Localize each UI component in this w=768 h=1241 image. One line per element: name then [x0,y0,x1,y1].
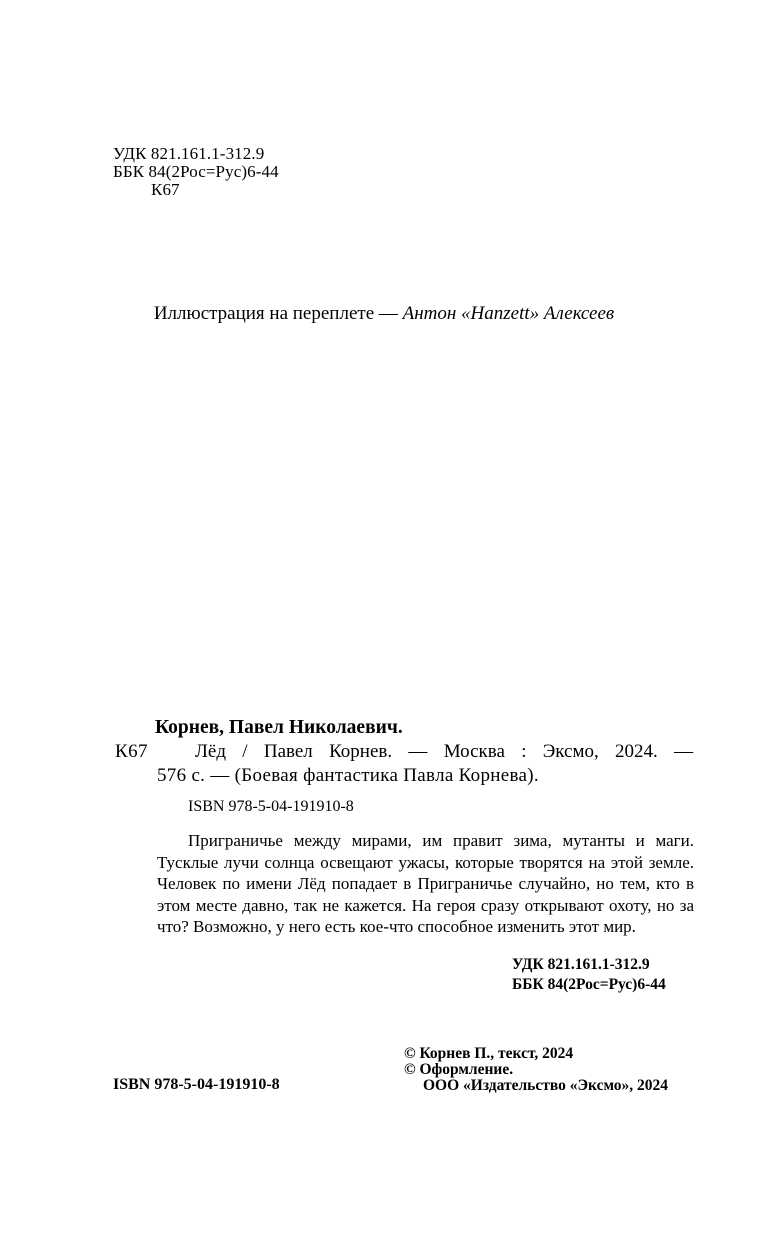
illustration-credit [0,303,768,325]
bib-title-word: — [674,741,694,762]
bib-title-word: Павел [263,741,313,762]
copyright-publisher: ООО «Издательство «Эксмо», 2024 [423,1077,669,1094]
bib-title-line [195,741,693,763]
udk-code: УДК 821.161.1-312.9 [113,144,265,163]
bib-title-word: — [408,741,428,762]
annotation-text: Приграничье между мирами, им правит зима, мутанты и маги. Тусклые лучи солнца освещают ужасы, которые творятся на этой земле. Человек по имени Лёд попадает в Приграничье случайно, но тем, кто в этом месте давно, так не кажется. На героя сразу открывают охоту, но за что? Возможно, у него есть кое-что способное изменить этот мир. [157,831,694,937]
bib-author-mark: К67 [115,741,148,762]
copyright-design: © Оформление. [404,1061,514,1078]
bib-author: Корнев, Павел Николаевич. [155,717,403,738]
bib-title-word: Лёд [195,741,226,762]
bib-title-word: Эксмо, [542,741,599,762]
bib-title-word: Москва [443,741,505,762]
bbk-code-bottom: ББК 84(2Рос=Рус)6-44 [512,976,666,993]
illustration-prefix: Иллюстрация на переплете — [153,303,403,324]
isbn-bottom: ISBN 978-5-04-191910-8 [113,1076,280,1093]
bib-title-word: / [242,741,248,762]
copyright-text: © Корнев П., текст, 2024 [404,1045,574,1062]
bib-title-word: : [521,741,527,762]
bib-isbn: ISBN 978-5-04-191910-8 [188,798,354,815]
bbk-code: ББК 84(2Рос=Рус)6-44 [113,162,279,181]
udk-code-bottom: УДК 821.161.1-312.9 [512,956,650,973]
bib-pages-series: 576 с. — (Боевая фантастика Павла Корнева). [157,765,539,786]
bib-title-word: 2024. [615,741,658,762]
author-mark: К67 [151,180,180,199]
bib-title-word: Корнев. [329,741,393,762]
illustration-artist: Антон «Hanzett» Алексеев [402,303,615,324]
